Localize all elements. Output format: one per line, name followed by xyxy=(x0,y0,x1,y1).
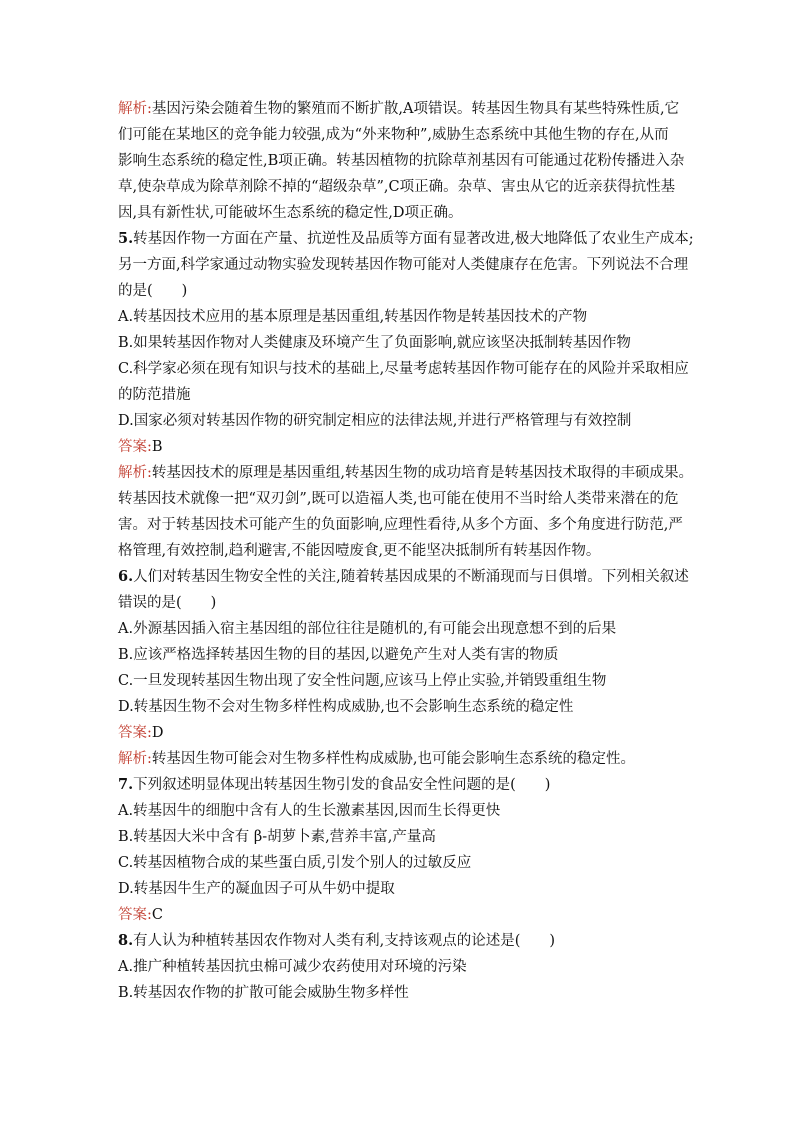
option-c: C.一旦发现转基因生物出现了安全性问题,应该马上停止实验,并销毁重组生物 xyxy=(118,673,607,689)
analysis-label: 解析: xyxy=(118,465,152,481)
question-stem-line: 人们对转基因生物安全性的关注,随着转基因成果的不断涌现而与日俱增。下列相关叙述 xyxy=(133,569,689,585)
answer-label: 答案: xyxy=(118,725,152,741)
option-d: D.转基因牛生产的凝血因子可从牛奶中提取 xyxy=(118,881,395,897)
question-number: 7. xyxy=(118,776,134,793)
question-number: 8. xyxy=(118,932,134,949)
analysis-text-line: 转基因技术的原理是基因重组,转基因生物的成功培育是转基因技术取得的丰硕成果。 xyxy=(151,465,693,481)
question-stem-line: 有人认为种植转基因农作物对人类有利,支持该观点的论述是( ) xyxy=(133,933,556,949)
option-b: B.应该严格选择转基因生物的目的基因,以避免产生对人类有害的物质 xyxy=(118,647,559,663)
answer-value: C xyxy=(151,907,163,923)
question-number: 5. xyxy=(118,230,134,247)
answer-line xyxy=(118,720,688,746)
analysis-text-line: 转基因生物可能会对生物多样性构成威胁,也可能会影响生态系统的稳定性。 xyxy=(151,751,635,767)
question-number: 6. xyxy=(118,568,134,585)
question-stem-line: 的是( ) xyxy=(118,283,188,299)
question-6 xyxy=(118,564,688,772)
answer-label: 答案: xyxy=(118,907,152,923)
option-d: D.国家必须对转基因作物的研究制定相应的法律法规,并进行严格管理与有效控制 xyxy=(118,413,632,429)
analysis-text-line: 们可能在某地区的竞争能力较强,成为“外来物种”,威胁生态系统中其他生物的存在,从而 xyxy=(118,127,669,143)
question-8 xyxy=(118,928,688,1006)
analysis-label: 解析: xyxy=(118,101,152,117)
analysis-block-previous xyxy=(118,96,688,226)
option-c-continued: 的防范措施 xyxy=(118,387,191,403)
option-a: A.外源基因插入宿主基因组的部位往往是随机的,有可能会出现意想不到的后果 xyxy=(118,621,617,637)
analysis-text-line: 因,具有新性状,可能破坏生态系统的稳定性,D项正确。 xyxy=(118,205,463,221)
analysis-text-line: 基因污染会随着生物的繁殖而不断扩散,A项错误。转基因生物具有某些特殊性质,它 xyxy=(151,101,680,117)
answer-value: D xyxy=(151,725,164,741)
question-stem-line: 另一方面,科学家通过动物实验发现转基因作物可能对人类健康存在危害。下列说法不合理 xyxy=(118,257,689,273)
question-5 xyxy=(118,226,694,564)
answer-label: 答案: xyxy=(118,439,152,455)
option-a: A.转基因牛的细胞中含有人的生长激素基因,因而生长得更快 xyxy=(118,803,501,819)
answer-line xyxy=(118,902,688,928)
question-stem-line: 下列叙述明显体现出转基因生物引发的食品安全性问题的是( ) xyxy=(133,777,551,793)
analysis-text-line: 害。对于转基因技术可能产生的负面影响,应理性看待,从多个方面、多个角度进行防范,严 xyxy=(118,517,683,533)
option-d: D.转基因生物不会对生物多样性构成威胁,也不会影响生态系统的稳定性 xyxy=(118,699,574,715)
analysis-label: 解析: xyxy=(118,751,152,767)
question-stem-line: 转基因作物一方面在产量、抗逆性及品质等方面有显著改进,极大地降低了农业生产成本; xyxy=(133,231,694,247)
document-page xyxy=(118,96,694,1006)
option-c: C.转基因植物合成的某些蛋白质,引发个别人的过敏反应 xyxy=(118,855,472,871)
option-c: C.科学家必须在现有知识与技术的基础上,尽量考虑转基因作物可能存在的风险并采取相应 xyxy=(118,361,689,377)
analysis-text-line: 转基因技术就像一把“双刃剑”,既可以造福人类,也可能在使用不当时给人类带来潜在的危 xyxy=(118,491,679,507)
option-b: B.转基因农作物的扩散可能会威胁生物多样性 xyxy=(118,985,409,1001)
answer-value: B xyxy=(151,439,163,455)
question-stem-line: 错误的是( ) xyxy=(118,595,217,611)
question-7 xyxy=(118,772,688,928)
analysis-text-line: 草,使杂草成为除草剂除不掉的“超级杂草”,C项正确。杂草、害虫从它的近亲获得抗性基 xyxy=(118,179,676,195)
analysis-text-line: 格管理,有效控制,趋利避害,不能因噎废食,更不能坚决抵制所有转基因作物。 xyxy=(118,543,601,559)
option-a: A.转基因技术应用的基本原理是基因重组,转基因作物是转基因技术的产物 xyxy=(118,309,588,325)
analysis-text-line: 影响生态系统的稳定性,B项正确。转基因植物的抗除草剂基因有可能通过花粉传播进入杂 xyxy=(118,153,685,169)
option-b: B.如果转基因作物对人类健康及环境产生了负面影响,就应该坚决抵制转基因作物 xyxy=(118,335,631,351)
answer-line xyxy=(118,434,688,460)
option-a: A.推广种植转基因抗虫棉可减少农药使用对环境的污染 xyxy=(118,959,467,975)
option-b: B.转基因大米中含有 β-胡萝卜素,营养丰富,产量高 xyxy=(118,829,436,845)
